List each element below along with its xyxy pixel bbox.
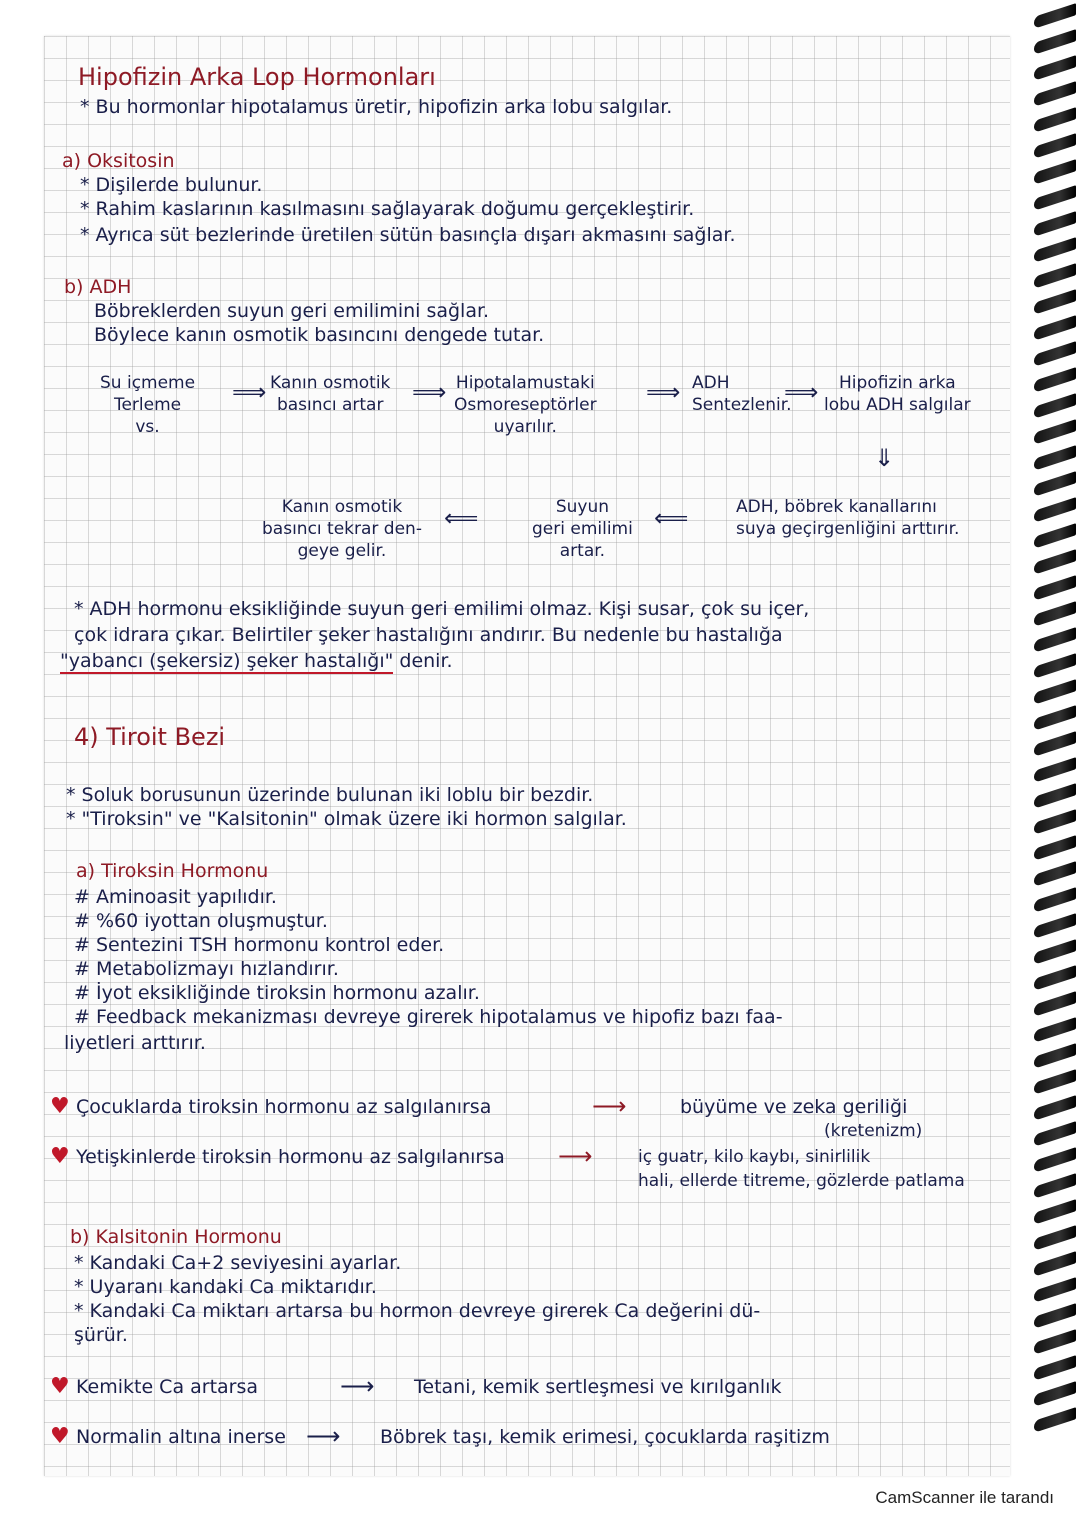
- arrow-right-icon: ⟹: [784, 378, 819, 406]
- arrow-left-icon: ⟸: [654, 504, 689, 532]
- adh-title: b) ADH: [64, 276, 132, 298]
- flow-node-3: Hipotalamustaki Osmoreseptörler uyarılır.: [454, 373, 597, 437]
- spiral-coil: [1034, 263, 1076, 289]
- spiral-coil: [1034, 575, 1076, 601]
- spiral-coil: [1034, 601, 1076, 627]
- notebook-page: [44, 36, 1010, 1476]
- spiral-coil: [1034, 1173, 1076, 1199]
- spiral-coil: [1034, 1199, 1076, 1225]
- effect-result: hali, ellerde titreme, gözlerde patlama: [638, 1171, 965, 1191]
- spiral-coil: [1034, 913, 1076, 939]
- arrow-right-icon: ⟶: [340, 1372, 375, 1400]
- spiral-coil: [1034, 289, 1076, 315]
- spiral-coil: [1034, 549, 1076, 575]
- spiral-coil: [1034, 1303, 1076, 1329]
- spiral-coil: [1034, 939, 1076, 965]
- effect-cause: Kemikte Ca artarsa: [76, 1376, 259, 1398]
- arrow-right-icon: ⟶: [592, 1092, 627, 1120]
- arrow-right-icon: ⟹: [646, 378, 681, 406]
- arrow-right-icon: ⟶: [306, 1422, 341, 1450]
- spiral-coil: [1034, 29, 1076, 55]
- spiral-coil: [1034, 679, 1076, 705]
- calcitonin-line: * Uyaranı kandaki Ca miktarıdır.: [74, 1276, 377, 1298]
- warning-heart-icon: ♥: [50, 1374, 70, 1399]
- thyroxine-line: # %60 iyottan oluşmuştur.: [74, 910, 328, 932]
- spiral-coil: [1034, 237, 1076, 263]
- spiral-coil: [1034, 341, 1076, 367]
- thyroid-line: * "Tiroksin" ve "Kalsitonin" olmak üzere iki hormon salgılar.: [66, 808, 627, 830]
- warning-heart-icon: ♥: [50, 1094, 70, 1119]
- spiral-coil: [1034, 1147, 1076, 1173]
- warning-heart-icon: ♥: [50, 1144, 70, 1169]
- thyroxine-line: # İyot eksikliğinde tiroksin hormonu azalır.: [74, 982, 480, 1004]
- spiral-coil: [1034, 185, 1076, 211]
- arrow-right-icon: ⟹: [412, 378, 447, 406]
- calcitonin-line: şürür.: [74, 1324, 128, 1346]
- spiral-coil: [1034, 55, 1076, 81]
- flow-node-8: Kanın osmotik basıncı tekrar den- geye gelir.: [262, 497, 422, 561]
- flow-node-7: Suyun geri emilimi artar.: [532, 497, 633, 561]
- adh-note-line: * ADH hormonu eksikliğinde suyun geri emilimi olmaz. Kişi susar, çok su içer,: [74, 598, 810, 620]
- oxytocin-line: * Ayrıca süt bezlerinde üretilen sütün basınçla dışarı akmasını sağlar.: [80, 224, 736, 246]
- adh-line: Böylece kanın osmotik basıncını dengede tutar.: [94, 324, 545, 346]
- spiral-coil: [1034, 1225, 1076, 1251]
- thyroxine-title: a) Tiroksin Hormonu: [76, 860, 269, 882]
- thyroxine-line: # Aminoasit yapılıdır.: [74, 886, 277, 908]
- flow-node-6: ADH, böbrek kanallarını suya geçirgenliğini arttırır.: [736, 497, 960, 539]
- spiral-coil: [1034, 731, 1076, 757]
- spiral-coil: [1034, 133, 1076, 159]
- spiral-coil: [1034, 315, 1076, 341]
- effect-note: (kretenizm): [824, 1121, 923, 1141]
- spiral-coil: [1034, 393, 1076, 419]
- intro-line: * Bu hormonlar hipotalamus üretir, hipofizin arka lobu salgılar.: [80, 96, 673, 118]
- effect-result: büyüme ve zeka geriliği: [680, 1096, 908, 1118]
- spiral-coil: [1034, 523, 1076, 549]
- thyroid-line: * Soluk borusunun üzerinde bulunan iki loblu bir bezdir.: [66, 784, 594, 806]
- oxytocin-title: a) Oksitosin: [62, 150, 175, 172]
- page-title: Hipofizin Arka Lop Hormonları: [78, 63, 436, 91]
- flow-node-2: Kanın osmotik basıncı artar: [270, 373, 391, 415]
- spiral-coil: [1034, 1095, 1076, 1121]
- spiral-coil: [1034, 991, 1076, 1017]
- effect-result: Tetani, kemik sertleşmesi ve kırılganlık: [414, 1376, 782, 1398]
- arrow-right-icon: ⟶: [558, 1142, 593, 1170]
- spiral-coil: [1034, 1121, 1076, 1147]
- calcitonin-title: b) Kalsitonin Hormonu: [70, 1226, 282, 1248]
- spiral-coil: [1034, 965, 1076, 991]
- spiral-coil: [1034, 471, 1076, 497]
- spiral-coil: [1034, 419, 1076, 445]
- effect-result: Böbrek taşı, kemik erimesi, çocuklarda raşitizm: [380, 1426, 830, 1448]
- spiral-coil: [1034, 1381, 1076, 1407]
- spiral-coil: [1034, 497, 1076, 523]
- calcitonin-line: * Kandaki Ca miktarı artarsa bu hormon devreye girerek Ca değerini dü-: [74, 1300, 761, 1322]
- spiral-coil: [1034, 1069, 1076, 1095]
- spiral-coil: [1034, 757, 1076, 783]
- oxytocin-line: * Dişilerde bulunur.: [80, 174, 263, 196]
- spiral-coil: [1034, 367, 1076, 393]
- spiral-coil: [1034, 1407, 1076, 1433]
- spiral-coil: [1034, 861, 1076, 887]
- spiral-coil: [1034, 445, 1076, 471]
- thyroxine-line: liyetleri arttırır.: [64, 1032, 206, 1054]
- spiral-coil: [1034, 627, 1076, 653]
- spiral-coil: [1034, 783, 1076, 809]
- spiral-coil: [1034, 3, 1076, 29]
- spiral-coil: [1034, 653, 1076, 679]
- thyroxine-line: # Sentezini TSH hormonu kontrol eder.: [74, 934, 445, 956]
- adh-note-line: çok idrara çıkar. Belirtiler şeker hastalığını andırır. Bu nedenle bu hastalığa: [74, 624, 783, 646]
- spiral-coil: [1034, 107, 1076, 133]
- arrow-left-icon: ⟸: [444, 504, 479, 532]
- spiral-coil: [1034, 211, 1076, 237]
- flow-node-1: Su içmeme Terleme vs.: [100, 373, 196, 437]
- notebook-spiral-binding: [1024, 0, 1080, 1440]
- spiral-coil: [1034, 1251, 1076, 1277]
- arrow-down-icon: ⇓: [874, 444, 895, 472]
- effect-cause: Çocuklarda tiroksin hormonu az salgılanırsa: [76, 1096, 492, 1118]
- spiral-coil: [1034, 1355, 1076, 1381]
- spiral-coil: [1034, 705, 1076, 731]
- adh-line: Böbreklerden suyun geri emilimini sağlar.: [94, 300, 490, 322]
- spiral-coil: [1034, 1329, 1076, 1355]
- adh-note-emphasis: "yabancı (şekersiz) şeker hastalığı" denir.: [60, 650, 453, 672]
- calcitonin-line: * Kandaki Ca+2 seviyesini ayarlar.: [74, 1252, 402, 1274]
- flow-node-4: ADH Sentezlenir.: [692, 373, 792, 415]
- spiral-coil: [1034, 1277, 1076, 1303]
- effect-result: iç guatr, kilo kaybı, sinirlilik: [638, 1147, 871, 1167]
- thyroid-title: 4) Tiroit Bezi: [74, 723, 226, 751]
- spiral-coil: [1034, 835, 1076, 861]
- flow-node-5: Hipofizin arka lobu ADH salgılar: [824, 373, 971, 415]
- oxytocin-line: * Rahim kaslarının kasılmasını sağlayarak doğumu gerçekleştirir.: [80, 198, 695, 220]
- thyroxine-line: # Feedback mekanizması devreye girerek hipotalamus ve hipofiz bazı faa-: [74, 1006, 783, 1028]
- spiral-coil: [1034, 887, 1076, 913]
- warning-heart-icon: ♥: [50, 1424, 70, 1449]
- scanner-watermark: CamScanner ile tarandı: [875, 1488, 1054, 1507]
- thyroxine-line: # Metabolizmayı hızlandırır.: [74, 958, 339, 980]
- spiral-coil: [1034, 159, 1076, 185]
- effect-cause: Normalin altına inerse: [76, 1426, 286, 1448]
- effect-cause: Yetişkinlerde tiroksin hormonu az salgılanırsa: [76, 1146, 505, 1168]
- spiral-coil: [1034, 809, 1076, 835]
- spiral-coil: [1034, 1017, 1076, 1043]
- spiral-coil: [1034, 81, 1076, 107]
- spiral-coil: [1034, 1043, 1076, 1069]
- arrow-right-icon: ⟹: [232, 378, 267, 406]
